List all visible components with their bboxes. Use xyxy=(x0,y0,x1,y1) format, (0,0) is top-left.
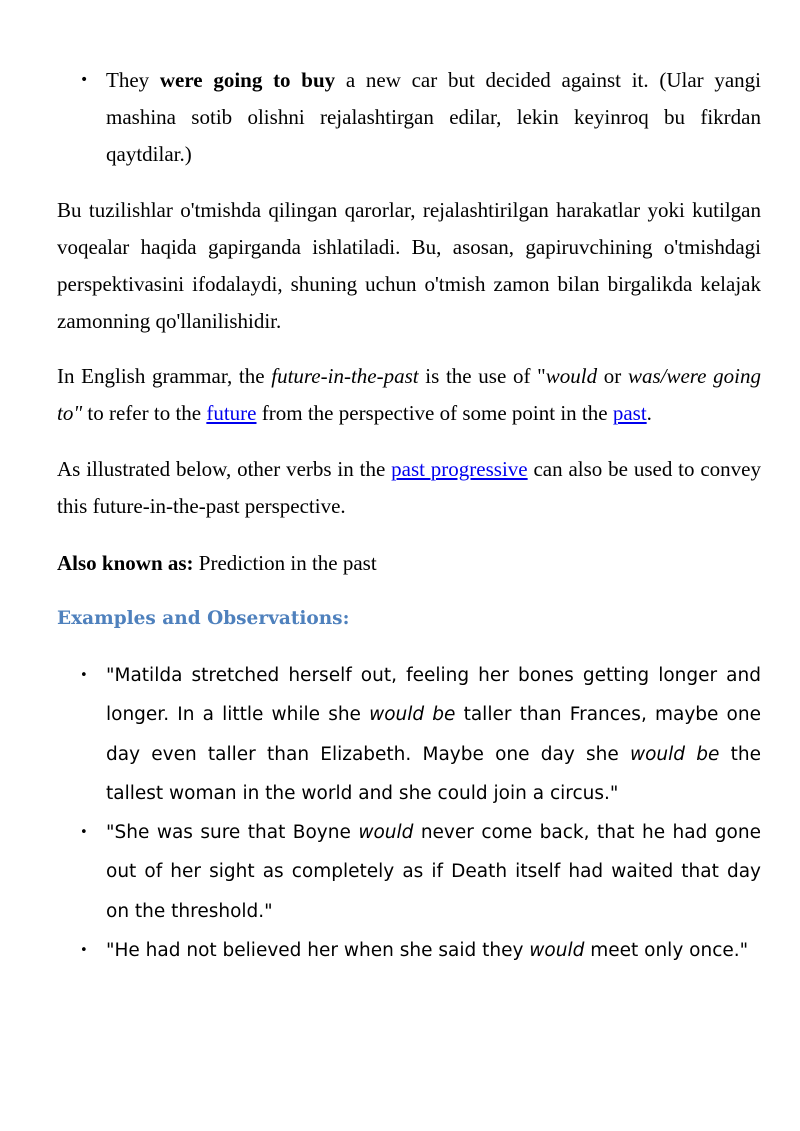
bullet-icon: • xyxy=(80,943,88,959)
list-item xyxy=(80,62,762,173)
bullet-icon: • xyxy=(80,668,88,683)
past-link[interactable]: past xyxy=(612,401,647,425)
example-text: "Matilda stretched herself out, feeling her bones getting longer and longer. In a little while she xyxy=(106,665,761,726)
list-item xyxy=(80,931,761,970)
illustrated-text: can also be used to convey this future-in-the-past perspective. xyxy=(57,457,762,518)
examples-heading: Examples and Observations: xyxy=(57,608,350,629)
also-known-as-value: Prediction in the past xyxy=(193,551,377,575)
future-link[interactable]: future xyxy=(206,401,257,425)
list-item xyxy=(80,656,761,813)
definition-term: future-in-the-past xyxy=(271,364,419,388)
definition-text: In English grammar, the xyxy=(57,364,272,388)
example-text: never come back, that he had gone out of her sight as completely as if Death itself had waited that day on the threshold." xyxy=(106,822,761,922)
example-text: "He had not believed her when she said they xyxy=(106,940,530,962)
also-known-as-paragraph xyxy=(57,545,761,582)
bullet-icon: • xyxy=(80,825,88,841)
definition-text: or xyxy=(597,364,628,388)
illustrated-paragraph xyxy=(57,451,761,525)
example-text: meet only once." xyxy=(584,940,749,962)
also-known-as-label: Also known as: xyxy=(57,551,194,575)
example-emphasis: would be xyxy=(369,704,456,726)
past-progressive-link[interactable]: past progressive xyxy=(391,457,528,481)
intro-text-pre: They xyxy=(106,68,160,92)
bullet-icon: • xyxy=(80,72,89,88)
intro-text-bold: were going to buy xyxy=(159,68,336,92)
example-text: "She was sure that Boyne xyxy=(106,822,359,844)
definition-paragraph xyxy=(57,358,761,432)
example-text: taller than Frances, maybe one day even taller than Elizabeth. Maybe one day she xyxy=(106,704,761,765)
definition-text: from the perspective of some point in the xyxy=(256,401,613,425)
uzbek-paragraph: Bu tuzilishlar o'tmishda qilingan qarorlar, rejalashtirilgan harakatlar yoki kutilgan voqealar haqida gapirganda ishlatiladi. Bu, asosan, gapiruvchining o'tmishdagi perspektivasini ifodalaydi, shuning uchun o'tmish zamon bilan birgalikda kelajak zamonning qo'llanilishidir. xyxy=(57,198,761,333)
intro-text-post: a new car but decided against it. (Ular yangi mashina sotib olishni rejalashtirgan edilar, lekin keyinroq bu fikrdan qaytdilar.) xyxy=(106,68,762,166)
example-text: the tallest woman in the world and she could join a circus." xyxy=(106,743,761,804)
example-emphasis: would be xyxy=(629,743,720,765)
example-emphasis: would xyxy=(358,822,414,844)
definition-going-to: was/were going to" xyxy=(57,364,762,425)
illustrated-text: As illustrated below, other verbs in the xyxy=(57,457,392,481)
example-emphasis: would xyxy=(529,940,585,962)
definition-text: to refer to the xyxy=(82,401,207,425)
definition-text: . xyxy=(646,401,652,425)
intro-bullet-list xyxy=(80,62,762,173)
examples-list xyxy=(80,656,761,970)
list-item xyxy=(80,813,761,931)
definition-would: would xyxy=(545,364,598,388)
definition-text: is the use of " xyxy=(418,364,546,388)
